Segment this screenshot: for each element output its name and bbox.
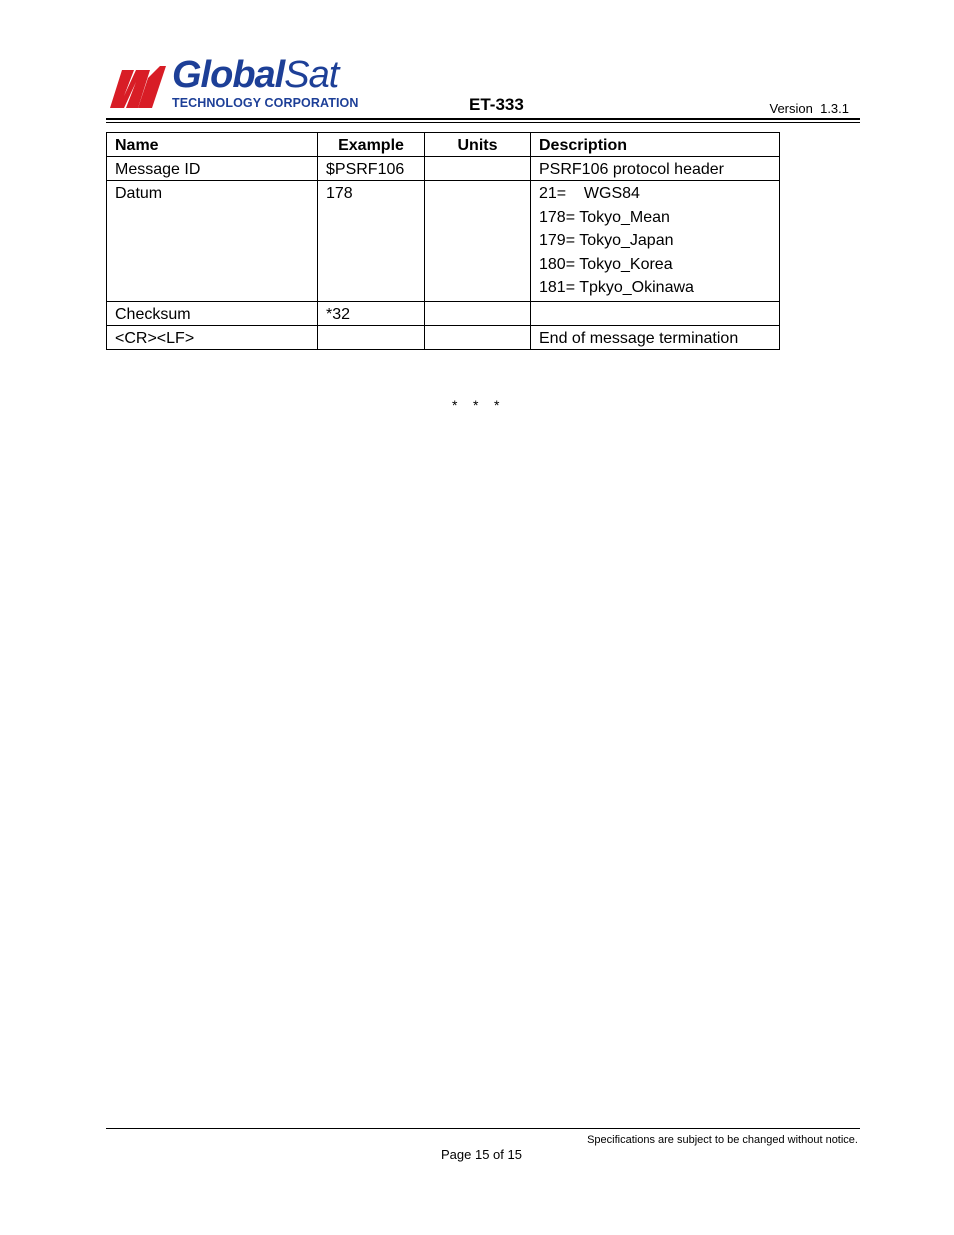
document-title: ET-333	[469, 95, 524, 114]
version-label: Version 1.3.1	[769, 101, 849, 116]
header-rule-thin	[106, 122, 860, 123]
cell-description: PSRF106 protocol header	[531, 157, 780, 181]
cell-name: Datum	[107, 181, 318, 302]
table-row	[107, 157, 780, 181]
header-name: Name	[107, 133, 318, 157]
globalsat-logo	[108, 54, 359, 112]
datum-option: 181= Tpkyo_Okinawa	[539, 279, 694, 296]
table-row	[107, 181, 780, 302]
logo-wordmark-bold: Global	[172, 54, 285, 96]
footer-notice: Specifications are subject to be changed without notice.	[587, 1134, 858, 1146]
table-header-row	[107, 133, 780, 157]
cell-units	[425, 157, 531, 181]
cell-description: End of message termination	[531, 325, 780, 349]
datum-option: 21= WGS84	[539, 185, 640, 202]
datum-option: 178= Tokyo_Mean	[539, 208, 670, 226]
cell-name: <CR><LF>	[107, 325, 318, 349]
cell-example	[318, 325, 425, 349]
footer-rule	[106, 1128, 860, 1129]
cell-example: $PSRF106	[318, 157, 425, 181]
cell-name: Message ID	[107, 157, 318, 181]
cell-example: *32	[318, 301, 425, 325]
end-of-section-marker: * * *	[452, 397, 500, 413]
datum-option: 180= Tokyo_Korea	[539, 255, 673, 273]
logo-tagline: TECHNOLOGY CORPORATION	[172, 96, 359, 110]
cell-description	[531, 181, 780, 302]
header-example: Example	[318, 133, 425, 157]
cell-description	[531, 301, 780, 325]
logo-wordmark	[172, 56, 338, 94]
cell-units	[425, 325, 531, 349]
header-rule-thick	[106, 118, 860, 120]
datum-option: 179= Tokyo_Japan	[539, 232, 674, 249]
header-description: Description	[531, 133, 780, 157]
header-units: Units	[425, 133, 531, 157]
table-row	[107, 325, 780, 349]
cell-units	[425, 301, 531, 325]
cell-name: Checksum	[107, 301, 318, 325]
cell-units	[425, 181, 531, 302]
logo-wordmark-light: Sat	[284, 54, 339, 96]
globalsat-n-logo-icon	[108, 62, 168, 110]
page-number: Page 15 of 15	[441, 1147, 522, 1162]
table-row	[107, 301, 780, 325]
cell-example: 178	[318, 181, 425, 302]
message-field-table	[106, 132, 780, 350]
